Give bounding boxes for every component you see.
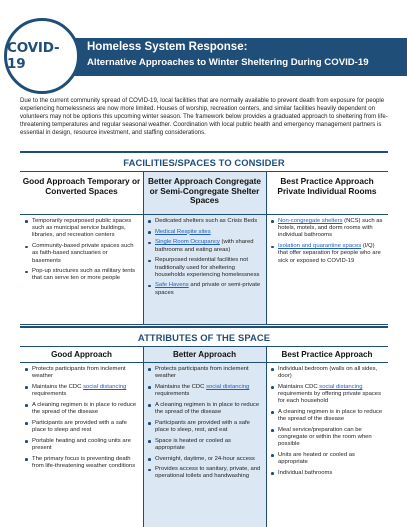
item-text: A cleaning regimen is in place to reduce the spread of the disease [32,401,137,416]
facilities-good-column [20,215,143,324]
column-divider [266,172,267,324]
item-text: Maintains the CDC [155,383,207,390]
list-item [147,239,261,253]
item-text: requirements [32,391,67,398]
column-divider [143,347,144,527]
list-item [24,456,138,470]
item-link[interactable]: Isolation and quarantine spaces [278,243,362,250]
item-text: Participants are provided with a safe place to sleep, rest, and eat [155,419,250,433]
item-text: Provides access to sanitary, private, and operational toilets and handwashing [155,466,261,480]
list-item [24,218,138,240]
item-text: Maintains the CDC [32,383,84,390]
item-text: requirements by offering private spaces for each household [278,391,382,405]
page-title: Homeless System Response: [87,41,248,53]
list-item [147,438,261,452]
list-item [24,384,138,398]
attributes-good-column [20,363,143,527]
item-text: A cleaning regimen is in place to reduce the spread of the disease [278,409,383,423]
item-text: Meal service/preparation can be congregate or within the room when possible [278,426,372,448]
facilities-better-list [147,218,261,297]
item-text: Portable heating and cooling units are present [32,437,131,451]
list-item [270,243,383,265]
list-item [147,257,261,279]
facilities-better-column [143,215,266,324]
item-text: Repurposed residential facilities not traditionally used for sheltering households experiencing homelessness [155,257,260,278]
facilities-better-heading: Better Approach Congregate or Semi-Congregate Shelter Spaces [143,172,266,214]
item-link[interactable]: Non-congregate shelters [278,218,343,224]
section-facilities-heading: FACILITIES/SPACES TO CONSIDER [20,151,388,171]
list-item [147,466,261,480]
list-item [147,456,261,463]
section-attributes-heading: ATTRIBUTES OF THE SPACE [20,326,388,346]
item-text: Pop-up structures such as military tents that can serve ten or more people [32,268,136,282]
item-link[interactable]: social distancing [319,383,363,390]
item-text: Maintains CDC [278,383,320,390]
list-item [270,384,383,406]
attributes-better-heading: Better Approach [143,347,266,362]
attributes-good-list [24,366,138,470]
divider [20,324,388,325]
item-text: Individual bedroom (walls on all sides, door) [278,366,378,380]
list-item [270,452,383,466]
covid-badge [4,18,80,94]
list-item [270,470,383,477]
item-text: Individual bathrooms [278,469,333,476]
facilities-best-column [266,215,388,324]
item-text: Temporarily repurposed public spaces such as municipal service buildings, libraries, and recreation centers [32,218,132,239]
item-link[interactable]: social distancing [83,383,127,390]
item-text: requirements [155,391,190,398]
header-banner [0,0,407,90]
item-link[interactable]: Medical Respite sites [155,228,211,235]
list-item [147,420,261,434]
list-item [24,420,138,434]
item-text: (NCS) such as hotels, motels, and dorm rooms with individual bathrooms [278,218,383,239]
list-item [270,409,383,423]
item-text: Space is heated or cooled as appropriate [155,437,231,451]
facilities-good-heading: Good Approach Temporary or Converted Spaces [22,176,141,196]
attributes-better-column [143,363,266,527]
list-item [147,402,261,416]
list-item [270,218,383,240]
item-text: The primary focus is preventing death from life-threatening weather conditions [32,455,136,469]
item-text: Units are heated or cooled as appropriate [278,452,355,466]
column-divider [143,172,144,324]
list-item [270,427,383,449]
attributes-best-heading: Best Practice Approach [281,350,373,359]
item-text: Dedicated shelters such as Crisis Beds [155,218,258,224]
item-text: (with shared bathrooms and eating areas) [155,239,254,253]
list-item [24,438,138,452]
list-item [24,243,138,265]
item-text: and private or semi-private spaces [155,282,261,296]
list-item [24,268,138,282]
list-item [24,366,138,380]
list-item [147,218,261,225]
facilities-best-list [270,218,383,265]
item-text: Overnight, daytime, or 24-hour access [155,455,255,462]
item-text: Community-based private spaces such as faith-based sanctuaries or basements [32,243,134,264]
item-text: A cleaning regimen is in place to reduce the spread of the disease [155,401,260,416]
item-text: Protects participants from inclement weather [32,366,126,380]
item-link[interactable]: social distancing [206,383,250,390]
column-divider [266,347,267,527]
list-item [147,229,261,236]
facilities-good-list [24,218,138,283]
facilities-best-heading: Best Practice Approach Private Individual Rooms [277,176,377,196]
list-item [270,366,383,380]
attributes-best-column [266,363,388,527]
list-item [147,384,261,398]
intro-paragraph: Due to the current community spread of COVID-19, local facilities that are normally available to prevent death from exposure for people experiencing homelessness are now more limited. Houses of worship, recreation centers, and similar facilities heavily dependent on volunteers may not be options this upcoming winter season. The framework below provides a graduated approach to sheltering from life-threatening temperatures and regular seasonal weather. Coordination with local public health and emergency management partners is essential in design, resource investment, and staffing considerations. [20,97,388,136]
attributes-better-list [147,366,261,481]
item-text: (I/Q) that offer separation for people who are sick or exposed to COVID-19 [278,243,381,264]
item-link[interactable]: Safe Havens [155,282,189,289]
page-subtitle: Alternative Approaches to Winter Sheltering During COVID-19 [87,57,369,68]
item-text: Participants are provided with a safe place to sleep and rest [32,419,127,433]
attributes-best-list [270,366,383,477]
attributes-good-heading: Good Approach [51,350,112,359]
badge-text: COVID-19 [7,40,60,72]
list-item [147,366,261,380]
item-text: Protects participants from inclement weather [155,366,249,380]
item-link[interactable]: Single Room Occupancy [155,239,220,246]
list-item [24,402,138,416]
list-item [147,282,261,296]
